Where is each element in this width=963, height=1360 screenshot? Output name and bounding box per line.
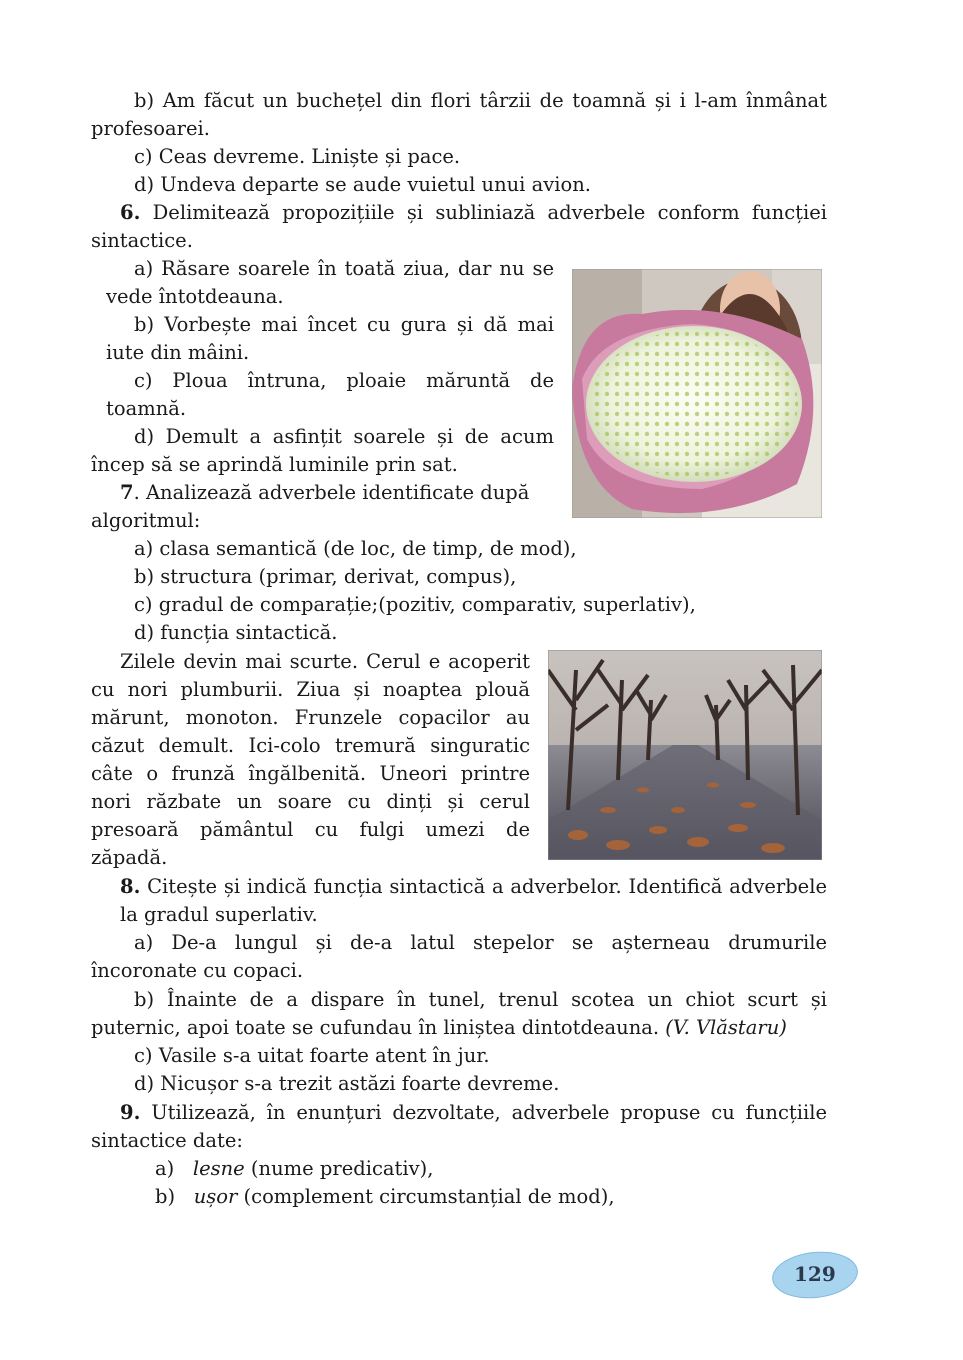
paragraph-line1: Zilele devin mai scurte. Cerul e acoperit [120,650,530,673]
exercise-6c-line2: toamnă. [106,397,187,420]
paragraph-line2: cu nori plumburii. Ziua și noaptea plouă [91,678,530,701]
paragraph-line3: mărunt, monoton. Frunzele copacilor au [91,706,530,729]
exercise-5b-line2: profesoarei. [91,117,210,140]
exercise-8d: d) Nicușor s-a trezit astăzi foarte devreme. [134,1072,560,1095]
exercise-6-heading-line2: sintactice. [91,229,193,252]
exercise-7d: d) funcția sintactică. [134,621,338,644]
exercise-8b-line1: b) Înainte de a dispare în tunel, trenul scotea un chiot scurt și [134,988,827,1011]
exercise-8a-line1: a) De-a lungul și de-a latul stepelor se așterneau drumurile [134,931,827,954]
exercise-6-heading: 6. Delimitează propozițiile și subliniază adverbele conform funcției [120,201,828,224]
exercise-9-heading: 9. Utilizează, în enunțuri dezvoltate, adverbele propuse cu funcțiile [120,1101,827,1124]
exercise-7b: b) structura (primar, derivat, compus), [134,565,517,588]
bouquet-photo [572,269,822,518]
exercise-9b: b) ușor (complement circumstanțial de mod), [155,1185,615,1208]
author-citation: (V. Vlăstaru) [665,1016,787,1039]
exercise-8b-line2: puternic, apoi toate se cufundau în liniștea dintotdeauna. (V. Vlăstaru) [91,1016,787,1039]
exercise-5c: c) Ceas devreme. Liniște și pace. [134,145,461,168]
exercise-9a: a) lesne (nume predicativ), [155,1157,434,1180]
exercise-7-heading: 7. Analizează adverbele identificate după [120,481,530,504]
paragraph-line4: căzut demult. Ici-colo tremură singuratic [91,734,530,757]
exercise-9-heading-line2: sintactice date: [91,1129,243,1152]
exercise-6d-line2: încep să se aprindă luminile prin sat. [91,453,458,476]
exercise-7-heading-line2: algoritmul: [91,509,201,532]
exercise-6a-line1: a) Răsare soarele în toată ziua, dar nu se [134,257,554,280]
paragraph-line7: presoară pământul cu fulgi umezi de [91,818,530,841]
paragraph-line6: nori răzbate un soare cu dinți și cerul [91,790,530,813]
exercise-5b-line1: b) Am făcut un buchețel din flori târzii de toamnă și i l-am înmânat [134,89,827,112]
exercise-6d-line1: d) Demult a asfințit soarele și de acum [134,425,554,448]
paragraph-line8: zăpadă. [91,846,168,869]
exercise-5d: d) Undeva departe se aude vuietul unui avion. [134,173,591,196]
page-number: 129 [794,1262,836,1287]
exercise-7c: c) gradul de comparație;(pozitiv, comparativ, superlativ), [134,593,696,616]
exercise-7a: a) clasa semantică (de loc, de timp, de mod), [134,537,577,560]
exercise-8-heading: 8. Citește și indică funcția sintactică a adverbelor. Identifică adverbele [120,875,827,898]
exercise-6b-line1: b) Vorbește mai încet cu gura și dă mai [134,313,554,336]
exercise-8c: c) Vasile s-a uitat foarte atent în jur. [134,1044,490,1067]
autumn-road-photo [548,650,822,860]
page-number-badge [770,1248,860,1303]
exercise-6a-line2: vede întotdeauna. [106,285,284,308]
exercise-8a-line2: încoronate cu copaci. [91,959,304,982]
paragraph-line5: câte o frunză îngălbenită. Uneori printre [91,762,530,785]
exercise-8-heading-line2: la gradul superlativ. [120,903,318,926]
exercise-6b-line2: iute din mâini. [106,341,250,364]
exercise-6c-line1: c) Ploua întruna, ploaie măruntă de [134,369,554,392]
